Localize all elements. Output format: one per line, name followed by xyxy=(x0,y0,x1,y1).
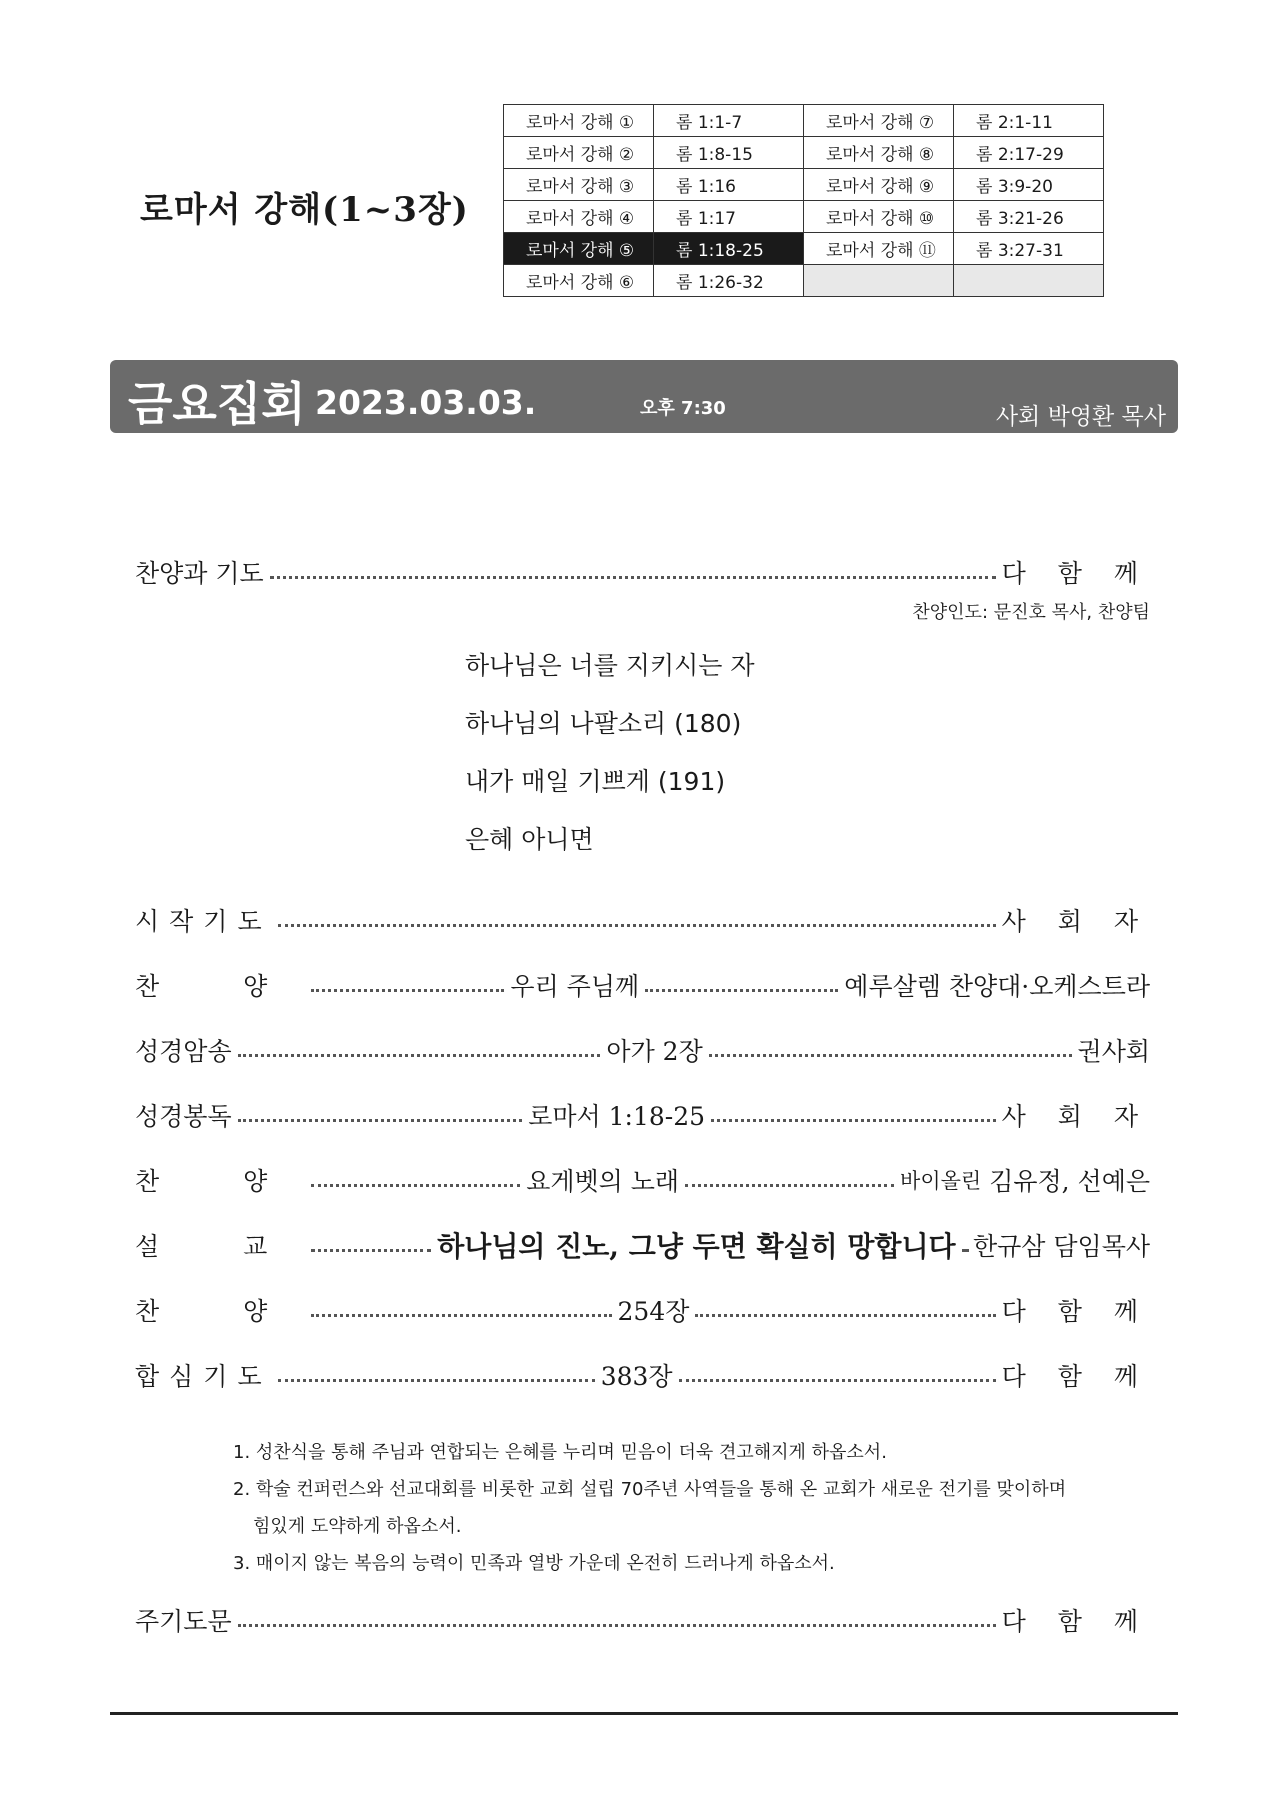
order-mid: 로마서 1:18-25 xyxy=(528,1102,706,1131)
prayer-item: 2. 학술 컨퍼런스와 선교대회를 비롯한 교회 설립 70주년 사역들을 통해 온 교회가 새로운 전기를 맞이하며 xyxy=(233,1479,1067,1500)
order-label: 찬 양 xyxy=(135,1167,306,1196)
series-ref: 롬 2:1-11 xyxy=(954,105,1104,137)
series-ref: 롬 1:8-15 xyxy=(654,137,804,169)
series-ref: 롬 1:16 xyxy=(654,169,804,201)
series-ref: 롬 2:17-29 xyxy=(954,137,1104,169)
order-mid: 383장 xyxy=(600,1362,673,1391)
table-row xyxy=(504,233,1104,265)
leader-dots xyxy=(311,1314,611,1317)
order-label: 주기도문 xyxy=(135,1607,232,1636)
order-label: 설 교 xyxy=(135,1232,306,1261)
series-empty-cell xyxy=(804,265,954,297)
series-ref: 롬 3:9-20 xyxy=(954,169,1104,201)
order-label: 찬 양 xyxy=(135,972,306,1001)
order-right: 김유정, 선예은 xyxy=(989,1167,1150,1196)
prayer-item: 3. 매이지 않는 복음의 능력이 민족과 열방 가운데 온전히 드러나게 하옵소서. xyxy=(233,1553,835,1574)
order-mid: 아가 2장 xyxy=(606,1037,703,1066)
bottom-divider xyxy=(110,1712,1178,1715)
series-label-current: 로마서 강해 ⑤ xyxy=(504,233,654,265)
leader-dots xyxy=(238,1624,996,1627)
service-banner xyxy=(110,360,1178,433)
leader-dots xyxy=(709,1054,1072,1057)
series-title: 로마서 강해(1~3장) xyxy=(140,190,469,230)
leader-dots xyxy=(278,1379,595,1382)
leader-dots xyxy=(311,1249,431,1252)
order-label: 찬 양 xyxy=(135,1297,306,1326)
song-list xyxy=(465,646,755,878)
leader-dots xyxy=(278,924,996,927)
leader-dots xyxy=(270,576,996,579)
order-right: 사 회 자 xyxy=(1001,907,1150,936)
table-row xyxy=(504,265,1104,297)
order-right: 예루살렘 찬양대·오케스트라 xyxy=(844,972,1150,1001)
series-label: 로마서 강해 ⑪ xyxy=(804,233,954,265)
prayer-item-continued: 힘있게 도약하게 하옵소서. xyxy=(253,1516,462,1537)
service-date: 2023.03.03. xyxy=(315,383,537,422)
order-hymn xyxy=(135,1290,1150,1330)
series-label: 로마서 강해 ② xyxy=(504,137,654,169)
order-praise-prayer xyxy=(135,552,1150,592)
leader-dots xyxy=(685,1184,894,1187)
order-sermon xyxy=(135,1225,1150,1265)
song-item: 내가 매일 기쁘게 (191) xyxy=(465,767,726,796)
leader-dots xyxy=(645,989,838,992)
table-row xyxy=(504,105,1104,137)
order-mid: 요게벳의 노래 xyxy=(526,1167,680,1196)
order-anthem-2 xyxy=(135,1160,1150,1200)
order-right: 다 함 께 xyxy=(1001,1297,1151,1326)
order-mid: 우리 주님께 xyxy=(510,972,640,1001)
series-label: 로마서 강해 ⑩ xyxy=(804,201,954,233)
leader-dots xyxy=(238,1054,601,1057)
leader-dots xyxy=(711,1119,996,1122)
service-name: 금요집회 xyxy=(128,377,306,431)
series-ref: 롬 1:26-32 xyxy=(654,265,804,297)
series-label: 로마서 강해 ① xyxy=(504,105,654,137)
order-reading xyxy=(135,1095,1150,1135)
order-anthem-1 xyxy=(135,965,1150,1005)
series-label: 로마서 강해 ⑧ xyxy=(804,137,954,169)
presider: 사회 박영환 목사 xyxy=(995,404,1166,430)
order-label: 시작기도 xyxy=(135,907,272,936)
prayer-item: 1. 성찬식을 통해 주님과 연합되는 은혜를 누리며 믿음이 더욱 견고해지게 하옵소서. xyxy=(233,1442,887,1463)
order-opening-prayer xyxy=(135,900,1150,940)
leader-dots xyxy=(238,1119,523,1122)
order-label: 성경암송 xyxy=(135,1037,232,1066)
series-ref: 롬 3:27-31 xyxy=(954,233,1104,265)
leader-dots xyxy=(679,1379,996,1382)
series-label: 로마서 강해 ⑦ xyxy=(804,105,954,137)
leader-dots xyxy=(962,1249,967,1252)
order-label: 성경봉독 xyxy=(135,1102,232,1131)
leader-dots xyxy=(311,989,504,992)
table-row xyxy=(504,137,1104,169)
order-recitation xyxy=(135,1030,1150,1070)
order-right: 다 함 께 xyxy=(1001,1607,1150,1636)
series-label: 로마서 강해 ⑨ xyxy=(804,169,954,201)
song-item: 은혜 아니면 xyxy=(465,825,594,854)
series-ref: 롬 3:21-26 xyxy=(954,201,1104,233)
series-ref: 롬 1:1-7 xyxy=(654,105,804,137)
series-label: 로마서 강해 ③ xyxy=(504,169,654,201)
order-label: 찬양과 기도 xyxy=(135,559,264,588)
series-label: 로마서 강해 ⑥ xyxy=(504,265,654,297)
order-right: 다 함 께 xyxy=(1001,1362,1150,1391)
song-item: 하나님의 나팔소리 (180) xyxy=(465,709,742,738)
table-row xyxy=(504,169,1104,201)
order-right: 권사회 xyxy=(1077,1037,1150,1066)
song-item: 하나님은 너를 지키시는 자 xyxy=(465,651,755,680)
order-right: 한규삼 담임목사 xyxy=(973,1232,1150,1261)
service-time: 오후 7:30 xyxy=(640,398,726,419)
order-label: 합심기도 xyxy=(135,1362,272,1391)
leader-dots xyxy=(311,1184,520,1187)
series-empty-cell xyxy=(954,265,1104,297)
prayer-topics xyxy=(233,1434,1066,1582)
series-table xyxy=(503,104,1104,297)
series-ref-current: 롬 1:18-25 xyxy=(654,233,804,265)
order-right-instrument: 바이올린 xyxy=(900,1169,982,1193)
praise-leader: 찬양인도: 문진호 목사, 찬양팀 xyxy=(912,602,1150,623)
table-row xyxy=(504,201,1104,233)
series-label: 로마서 강해 ④ xyxy=(504,201,654,233)
order-right: 다 함 께 xyxy=(1001,559,1150,588)
order-right: 사 회 자 xyxy=(1001,1102,1151,1131)
order-mid: 254장 xyxy=(617,1297,690,1326)
order-lords-prayer xyxy=(135,1600,1150,1640)
series-ref: 롬 1:17 xyxy=(654,201,804,233)
sermon-title: 하나님의 진노, 그냥 두면 확실히 망합니다 xyxy=(437,1230,956,1263)
leader-dots xyxy=(695,1314,995,1317)
order-unison-prayer xyxy=(135,1355,1150,1395)
